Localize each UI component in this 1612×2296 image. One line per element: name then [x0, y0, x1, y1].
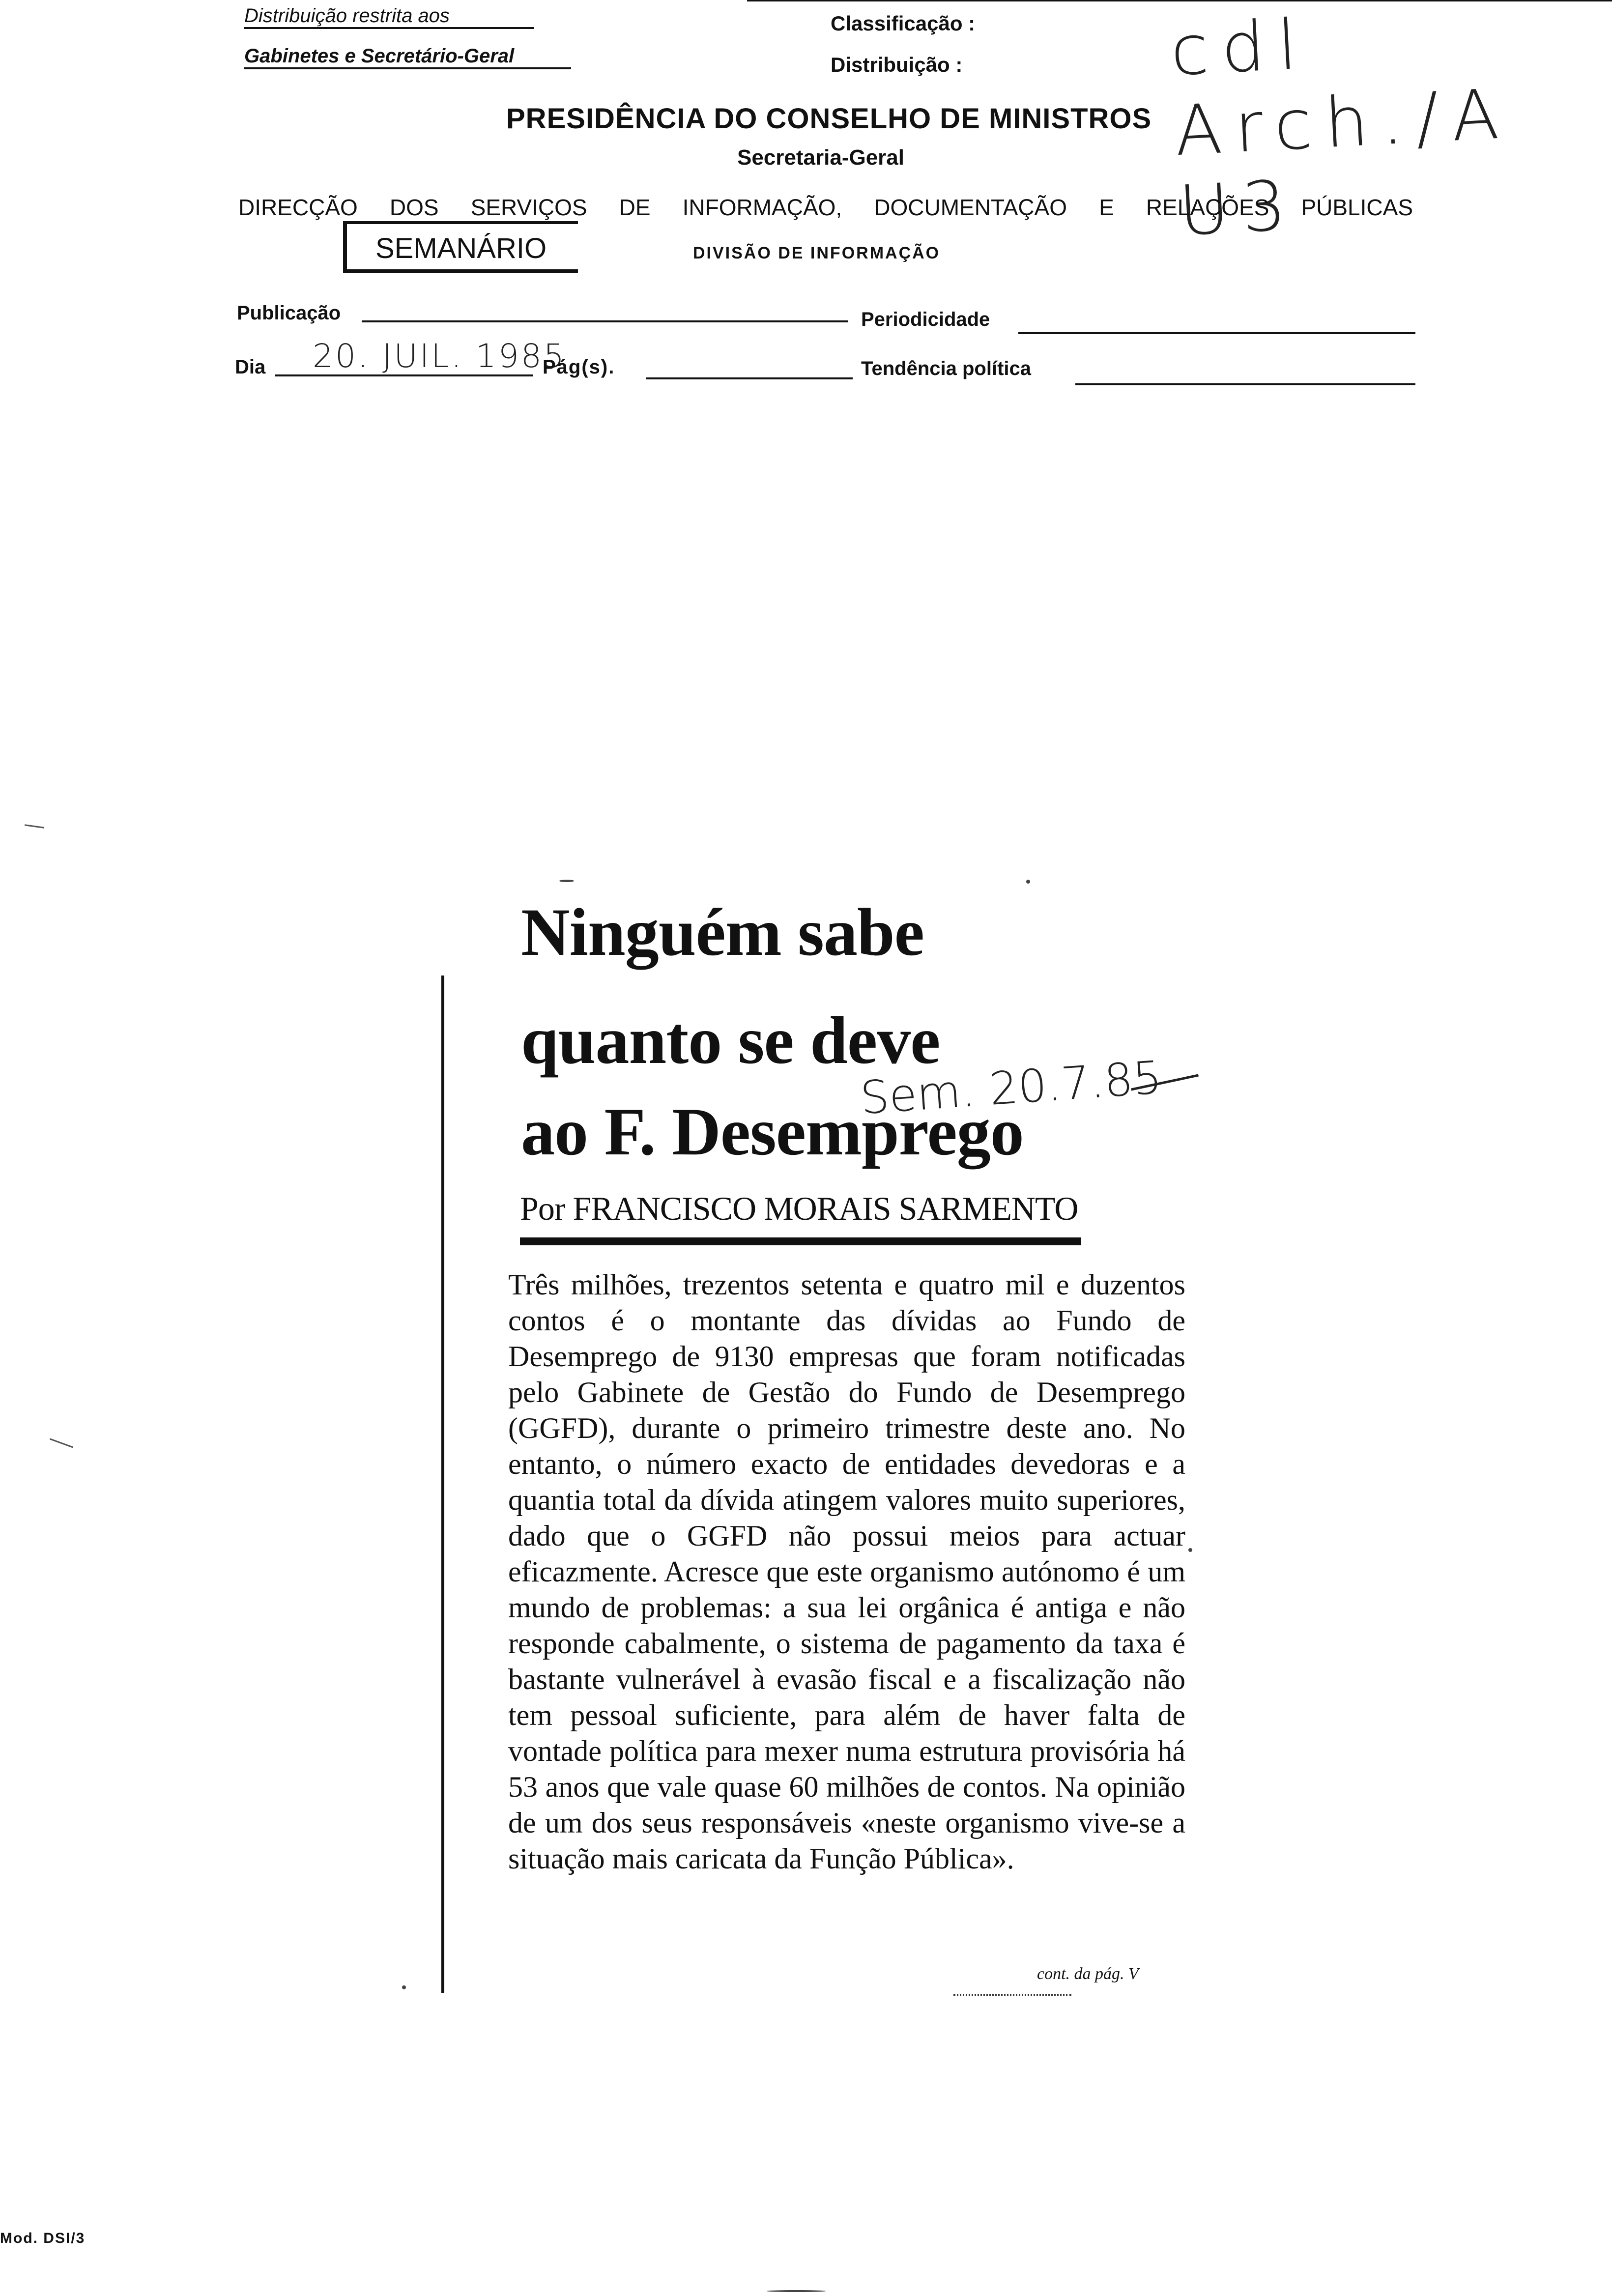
- political-tendency-label: Tendência política: [861, 358, 1031, 379]
- scan-speck: [559, 880, 574, 882]
- periodicity-line: [1018, 332, 1415, 334]
- political-tendency-line: [1075, 383, 1415, 385]
- article-byline: Por FRANCISCO MORAIS SARMENTO: [520, 1190, 1078, 1227]
- publication-label: Publicação: [237, 302, 341, 324]
- article-headline-line1: Ninguém sabe: [521, 894, 924, 970]
- form-code: Mod. DSI/3: [0, 2230, 86, 2246]
- day-line: [275, 374, 533, 376]
- article-headline-line3: ao F. Desemprego: [521, 1094, 1024, 1169]
- handwritten-date-note: Sem. 20.7.85: [859, 1051, 1164, 1125]
- division-name: DIVISÃO DE INFORMAÇÃO: [693, 244, 941, 262]
- pages-line: [646, 377, 853, 379]
- byline-rule: [520, 1237, 1081, 1245]
- directorate-name: DIRECÇÃO DOS SERVIÇOS DE INFORMAÇÃO, DOCUMENTAÇÃO E RELAÇÕES PÚBLICAS: [238, 195, 1413, 220]
- office-title: PRESIDÊNCIA DO CONSELHO DE MINISTROS: [506, 103, 1152, 135]
- article-body: Três milhões, trezentos setenta e quatro mil e duzentos contos é o montante das dívidas ao Fundo de Desemprego de 9130 empresas que foram notificadas pelo Gabinete de Gestão do Fundo de Desemprego (GGFD), durante o primeiro trimestre deste ano. No entanto, o número exacto de entidades devedoras e a quantia total da dívida atingem valores muito superiores, dado que o GGFD não possui meios para actuar eficazmente. Acresce que este organismo autónomo é um mundo de problemas: a sua lei orgânica é antiga e não responde cabalmente, o sistema de pagamento da taxa é bastante vulnerável à evasão fiscal e a fiscalização não tem pessoal suficiente, para além de haver falta de vontade política para mexer numa estrutura provisória há 53 anos que vale quase 60 milhões de contos. Na opinião de um dos seus responsáveis «neste organismo vive-se a situação mais caricata da Função Pública».: [508, 1268, 1185, 1875]
- scan-mark: [25, 824, 44, 829]
- clipping-edge-line: [441, 976, 444, 1993]
- secretariat-name: Secretaria-Geral: [737, 145, 904, 170]
- date-stamp: 20. JUIL. 1985: [313, 337, 566, 375]
- publication-line: [362, 320, 848, 322]
- scan-speck: [767, 2290, 826, 2292]
- continuation-underline: [953, 1994, 1071, 1996]
- pages-label: Pág(s).: [543, 356, 615, 378]
- handwritten-archive-ref: cdl Arch./A U3: [1168, 4, 1514, 252]
- distribution-note-line2: Gabinetes e Secretário-Geral: [244, 45, 571, 69]
- classification-label: Classificação :: [831, 12, 976, 35]
- publication-stamp-text: SEMANÁRIO: [375, 232, 547, 264]
- distribution-label: Distribuição :: [831, 53, 963, 76]
- scan-mark: [50, 1438, 73, 1448]
- scan-speck: [1188, 1548, 1192, 1552]
- continuation-note: cont. da pág. V: [1037, 1965, 1139, 1983]
- article-headline-line2: quanto se deve: [521, 1003, 940, 1078]
- scan-speck: [1026, 880, 1030, 884]
- distribution-note-line1: Distribuição restrita aos: [244, 5, 534, 29]
- periodicity-label: Periodicidade: [861, 309, 990, 330]
- publication-stamp: [343, 221, 578, 273]
- scan-speck: [402, 1985, 406, 1989]
- day-label: Dia: [235, 356, 266, 378]
